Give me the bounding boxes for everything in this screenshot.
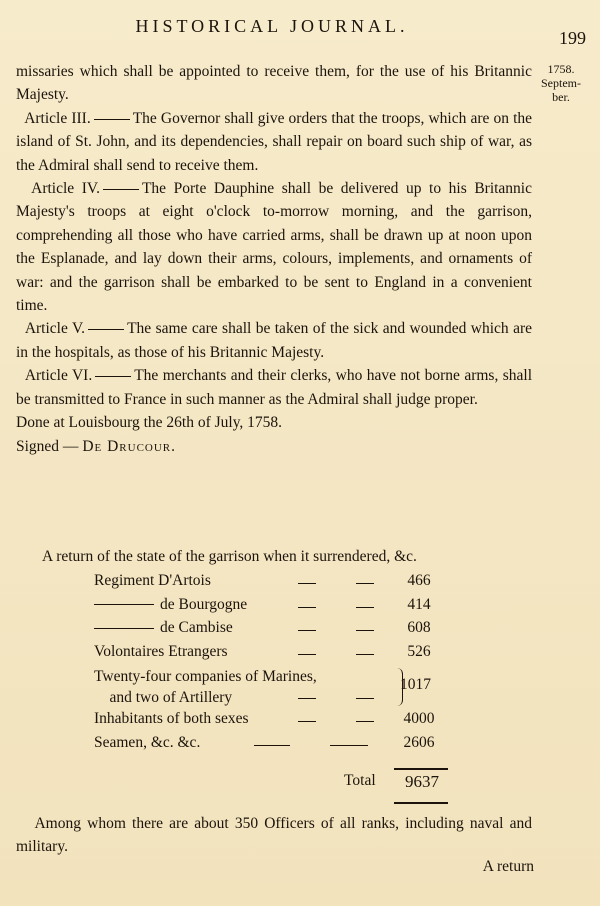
margin-note-date <box>532 62 590 104</box>
ditto-rule <box>94 628 154 629</box>
garrison-return-table <box>94 572 454 757</box>
row-value: 2606 <box>403 733 435 751</box>
table-row <box>94 619 454 643</box>
dash-rule <box>298 654 316 655</box>
margin-note-month-2: ber. <box>552 90 570 104</box>
table-row <box>94 643 454 667</box>
row-label-multiline <box>94 666 317 708</box>
article-6 <box>16 364 532 411</box>
total-label: Total <box>344 772 376 789</box>
dash-rule <box>330 745 368 746</box>
margin-note-month-1: Septem- <box>541 76 581 90</box>
dash-rule <box>94 119 130 120</box>
article-4 <box>16 177 532 317</box>
margin-note-year: 1758. <box>547 62 575 76</box>
row-label: Seamen, &c. &c. <box>94 733 201 751</box>
return-title: A return of the state of the garrison when it surrendered, &c. <box>42 548 417 565</box>
page-number: 199 <box>559 28 586 48</box>
dash-rule <box>254 745 290 746</box>
article-6-text: The merchants and their clerks, who have not borne arms, shall be transmitted to France in such manner as the Admiral shall judge proper. <box>16 367 533 408</box>
row-label-wrap <box>94 619 233 637</box>
dash-rule <box>356 607 374 608</box>
row-value: 4000 <box>403 710 435 727</box>
row-value: 608 <box>407 619 431 636</box>
row-value: 1017 <box>400 676 431 693</box>
dash-rule <box>356 654 374 655</box>
row-label: de Cambise <box>160 619 233 636</box>
table-row <box>94 710 454 734</box>
dash-rule <box>103 189 139 190</box>
sum-rule <box>394 802 448 804</box>
row-label-wrap <box>94 596 247 614</box>
dash-rule <box>298 721 316 722</box>
signed-prefix: Signed — <box>16 437 79 455</box>
dash-rule <box>356 630 374 631</box>
sum-rule <box>394 768 448 770</box>
total-value: 9637 <box>405 772 439 791</box>
dash-rule <box>356 583 374 584</box>
dash-rule <box>95 376 131 377</box>
row-label: de Bourgogne <box>160 595 248 613</box>
row-value: 414 <box>407 595 431 613</box>
article-5-label: Article V. <box>24 320 86 338</box>
article-6-label: Article VI. <box>24 367 93 385</box>
article-3 <box>16 107 532 177</box>
closing-text: Among whom there are about 350 Officers of all ranks, including naval and military. <box>16 815 532 856</box>
dash-rule <box>298 607 316 608</box>
row-label-line-1: Twenty-four companies of Marines, <box>94 668 317 685</box>
article-3-text: The Governor shall give orders that the troops, which are on the island of St. John, and its dependencies, shall repair on board such ship of war, as the Admiral shall send to receive them. <box>16 109 533 174</box>
row-label: Volontaires Etrangers <box>94 642 228 660</box>
signed-line <box>16 435 532 458</box>
row-label: Regiment D'Artois <box>94 572 211 589</box>
article-5 <box>16 317 532 364</box>
signatory-name: De Drucour. <box>82 437 177 455</box>
dash-rule <box>298 630 316 631</box>
row-label: Inhabitants of both sexes <box>94 710 249 727</box>
article-5-text: The same care shall be taken of the sick and wounded which are in the hospitals, as those of his Britannic Majesty. <box>16 320 532 361</box>
dash-rule <box>298 583 316 584</box>
article-3-label: Article III. <box>24 109 91 127</box>
table-row <box>94 734 454 758</box>
article-4-label: Article IV. <box>31 180 100 198</box>
table-row <box>94 596 454 620</box>
running-head: HISTORICAL JOURNAL. <box>135 16 409 36</box>
catchword: A return <box>482 858 534 875</box>
body-text <box>16 60 532 458</box>
done-at-line: Done at Louisbourg the 26th of July, 1758. <box>16 414 283 432</box>
dash-rule <box>356 721 374 722</box>
closing-paragraph <box>16 812 532 859</box>
table-row <box>94 572 454 596</box>
table-row <box>94 666 454 710</box>
article-4-text: The Porte Dauphine shall be delivered up to his Britannic Majesty's troops at eight o'clock to-morrow morning, and the garrison, comprehending all those who have carried arms, shall be drawn up at noon upon the Esplanade, and lay down their arms, colours, implements, and ornaments of war: and the garrison shall be embarked to be sent to England in a convenient time. <box>16 180 532 315</box>
dash-rule <box>88 329 124 330</box>
row-value: 466 <box>407 572 431 589</box>
paragraph-continuation: missaries which shall be appointed to receive them, for the use of his Britannic Majesty. <box>16 63 532 104</box>
dash-rule <box>356 698 374 699</box>
total-row <box>94 772 454 798</box>
row-value: 526 <box>407 642 431 660</box>
row-label-line-2: and two of Artillery <box>109 689 233 706</box>
ditto-rule <box>94 604 154 605</box>
dash-rule <box>298 698 316 699</box>
